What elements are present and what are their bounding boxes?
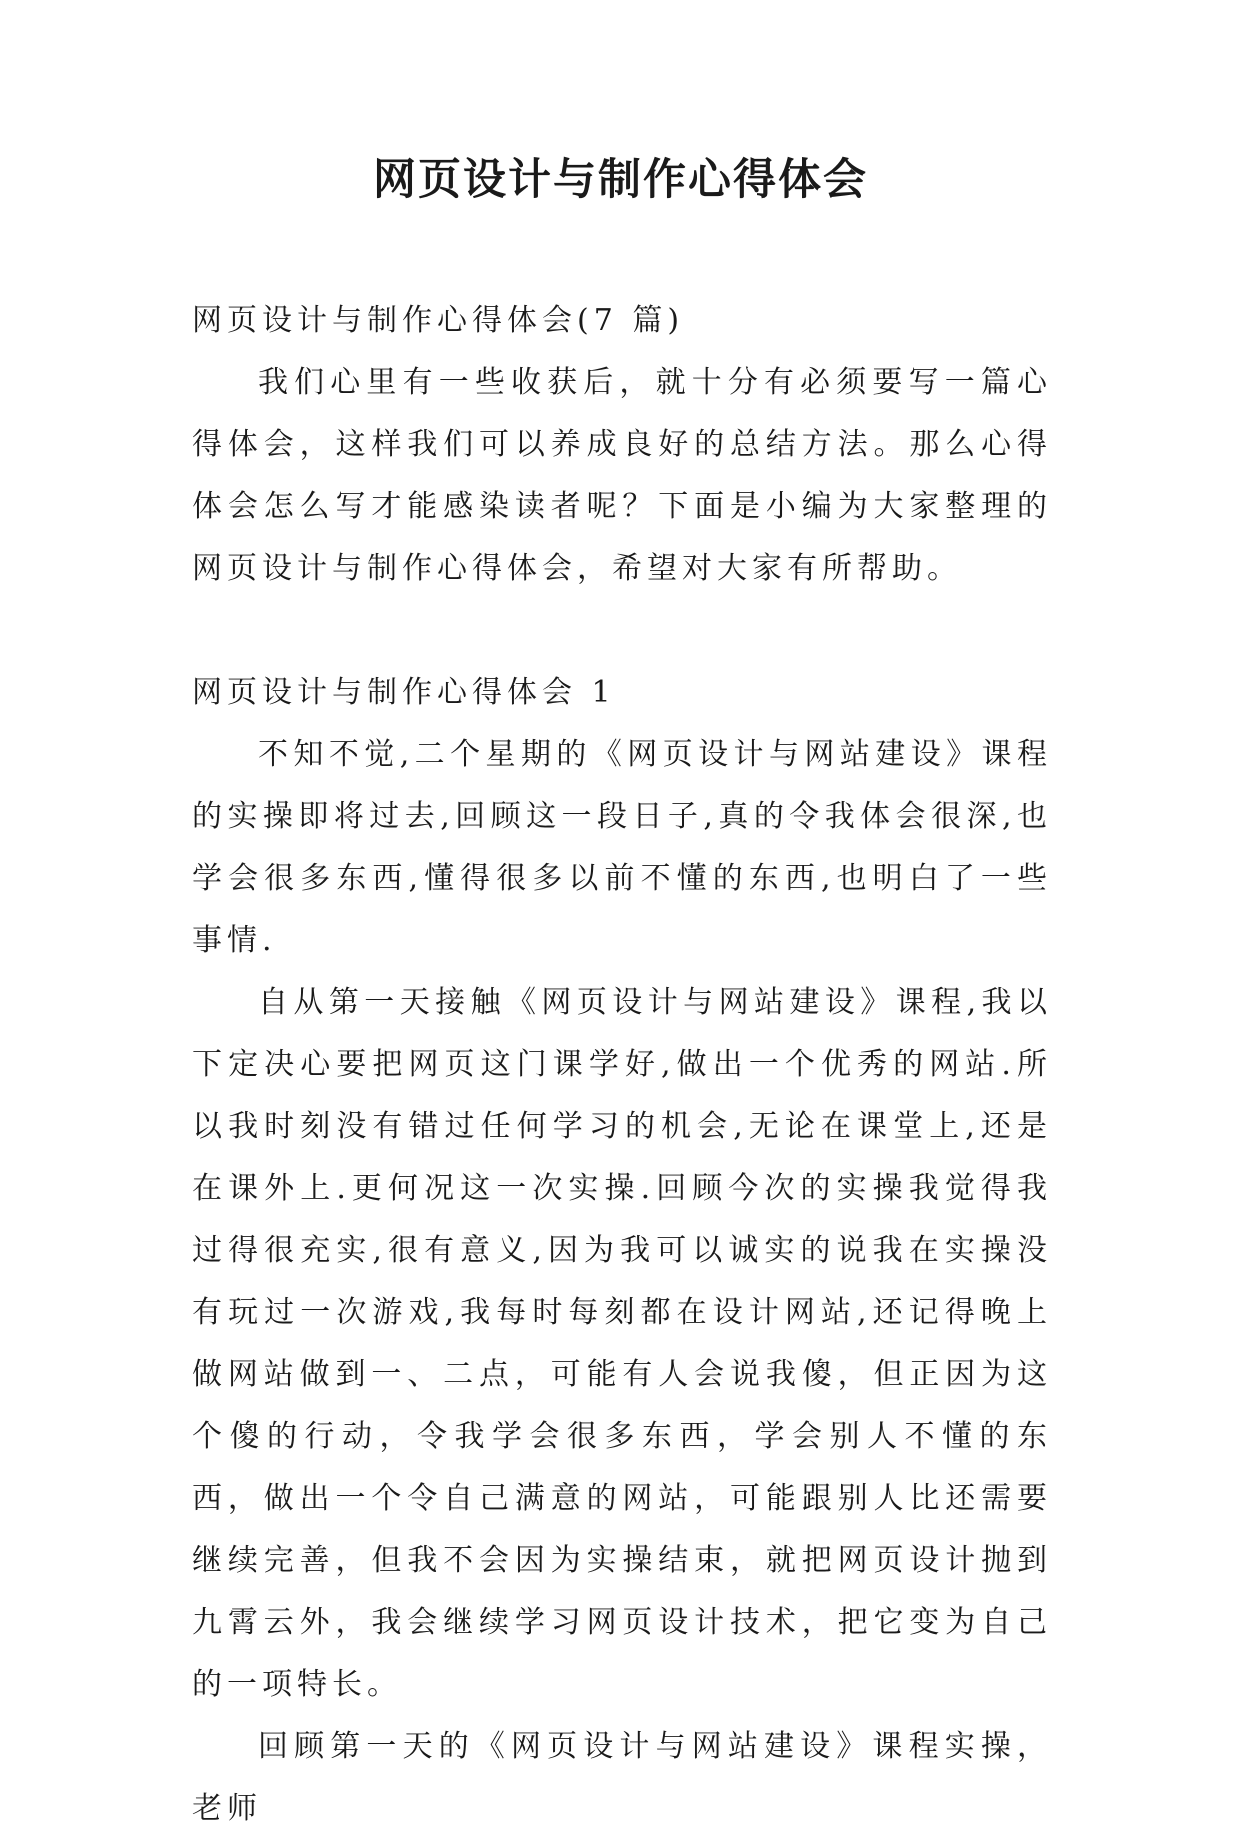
document-title: 网页设计与制作心得体会 [373, 155, 868, 205]
document-subtitle: 网页设计与制作心得体会(7 篇) [192, 303, 685, 338]
intro-paragraph: 我们心里有一些收获后，就十分有必须要写一篇心得体会，这样我们可以养成良好的总结方法。那么心得体会怎么写才能感染读者呢？下面是小编为大家整理的网页设计与制作心得体会，希望对大家有所帮助。 [192, 365, 1052, 586]
body-paragraph-1: 不知不觉,二个星期的《网页设计与网站建设》课程的实操即将过去,回顾这一段日子,真的令我体会很深,也学会很多东西,懂得很多以前不懂的东西,也明白了一些事情. [192, 737, 1052, 958]
section-spacer [192, 600, 1052, 662]
document-body [192, 290, 1052, 1840]
section-heading: 网页设计与制作心得体会 1 [192, 675, 616, 710]
body-paragraph-3: 回顾第一天的《网页设计与网站建设》课程实操，老师 [192, 1729, 1052, 1826]
body-paragraph-2: 自从第一天接触《网页设计与网站建设》课程,我以下定决心要把网页这门课学好,做出一个优秀的网站.所以我时刻没有错过任何学习的机会,无论在课堂上,还是在课外上.更何况这一次实操.回顾今次的实操我觉得我过得很充实,很有意义,因为我可以诚实的说我在实操没有玩过一次游戏,我每时每刻都在设计网站,还记得晚上做网站做到一、二点，可能有人会说我傻，但正因为这个傻的行动，令我学会很多东西，学会别人不懂的东西，做出一个令自己满意的网站，可能跟别人比还需要继续完善，但我不会因为实操结束，就把网页设计抛到九霄云外，我会继续学习网页设计技术，把它变为自己的一项特长。 [192, 985, 1052, 1702]
